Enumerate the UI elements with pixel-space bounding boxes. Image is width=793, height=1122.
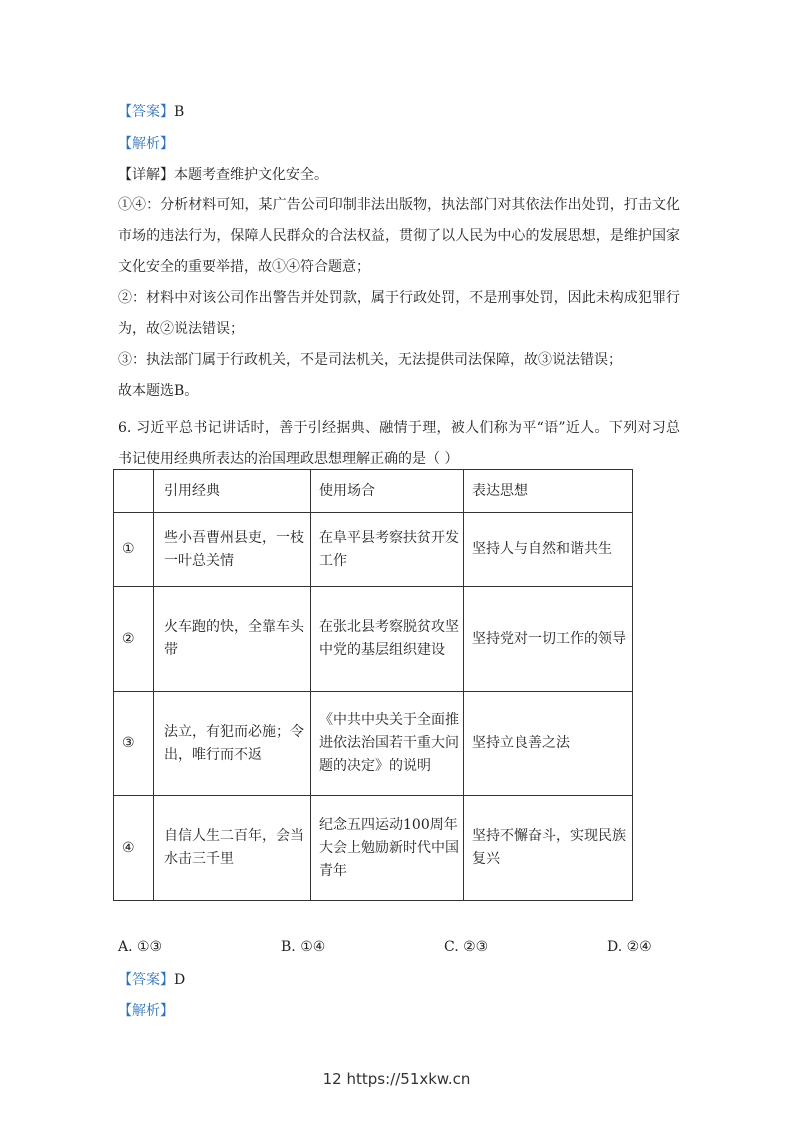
row-number: ④ <box>114 796 154 901</box>
row-idea: 坚持人与自然和谐共生 <box>464 513 633 587</box>
answer-tag: 【答案】 <box>118 972 174 988</box>
option-d: D. ②④ <box>607 939 652 955</box>
row-occasion: 在阜平县考察扶贫开发工作 <box>311 513 464 587</box>
page-footer <box>0 1070 793 1088</box>
row-number: ② <box>114 587 154 692</box>
row-idea: 坚持党对一切工作的领导 <box>464 587 633 692</box>
answer-value: D <box>174 972 186 988</box>
analysis-line <box>118 134 174 154</box>
table-row <box>114 796 633 901</box>
row-occasion: 《中共中央关于全面推进依法治国若干重大问题的决定》的说明 <box>311 692 464 796</box>
row-idea: 坚持不懈奋斗，实现民族复兴 <box>464 796 633 901</box>
row-occasion: 在张北县考察脱贫攻坚中党的基层组织建设 <box>311 587 464 692</box>
explanation-para-3: ③：执法部门属于行政机关，不是司法机关，无法提供司法保障，故③说法错误； <box>118 352 622 368</box>
row-idea: 坚持立良善之法 <box>464 692 633 796</box>
answer-tag: 【答案】 <box>118 104 174 120</box>
quotation-table <box>113 469 633 901</box>
table-header-cell: 使用场合 <box>311 470 464 513</box>
row-quote: 自信人生二百年，会当水击三千里 <box>154 796 311 901</box>
detail-tag: 【详解】 <box>118 167 174 183</box>
row-quote: 些小吾曹州县吏，一枝一叶总关情 <box>154 513 311 587</box>
question-answer-line <box>118 970 185 990</box>
table-header-row <box>114 470 633 513</box>
row-occasion: 纪念五四运动100周年大会上勉励新时代中国青年 <box>311 796 464 901</box>
explanation-conclusion: 故本题选B。 <box>118 383 199 399</box>
option-b: B. ①④ <box>281 939 326 955</box>
answer-line <box>118 102 184 122</box>
explanation-para-2: ②：材料中对该公司作出警告并处罚款，属于行政处罚，不是刑事处罚，因此未构成犯罪行为，故②说法错误； <box>118 290 680 337</box>
detail-line <box>118 165 328 185</box>
explanation-para-1: ①④：分析材料可知，某广告公司印制非法出版物，执法部门对其依法作出处罚，打击文化市场的违法行为，保障人民群众的合法权益，贯彻了以人民为中心的发展思想，是维护国家文化安全的重要举措，故①④符合题意； <box>118 197 680 275</box>
detail-text: 本题考查维护文化安全。 <box>174 167 328 183</box>
row-number: ③ <box>114 692 154 796</box>
table-header-cell <box>114 470 154 513</box>
page-number: 12 <box>322 1070 342 1088</box>
answer-options <box>118 939 678 959</box>
table-row <box>114 513 633 587</box>
option-a: A. ①③ <box>118 939 163 955</box>
answer-value: B <box>174 104 185 120</box>
analysis-tag: 【解析】 <box>118 1003 174 1019</box>
analysis-tag: 【解析】 <box>118 136 174 152</box>
question-stem: 6. 习近平总书记讲话时，善于引经据典、融情于理，被人们称为平“语”近人。下列对习总书记使用经典所表达的治国理政思想理解正确的是（ ） <box>118 420 680 467</box>
table-row <box>114 692 633 796</box>
row-number: ① <box>114 513 154 587</box>
table-header-cell: 表达思想 <box>464 470 633 513</box>
row-quote: 火车跑的快，全靠车头带 <box>154 587 311 692</box>
table-row <box>114 587 633 692</box>
row-quote: 法立，有犯而必施；令出，唯行而不返 <box>154 692 311 796</box>
question-analysis-line <box>118 1001 174 1021</box>
option-c: C. ②③ <box>444 939 489 955</box>
footer-url[interactable]: https://51xkw.cn <box>346 1070 471 1088</box>
table-header-cell: 引用经典 <box>154 470 311 513</box>
